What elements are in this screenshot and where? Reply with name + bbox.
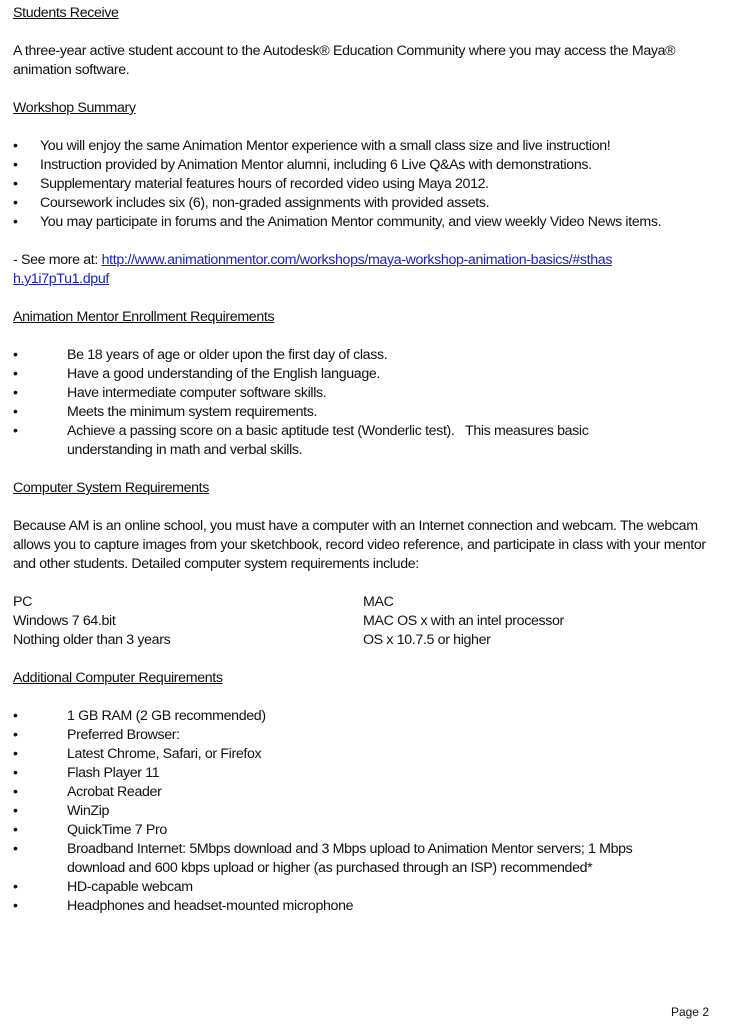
bullet-icon: • xyxy=(13,423,18,439)
system-body: Because AM is an online school, you must have a computer with an Internet connection and webcam. The webcam allows you to capture images from your sketchbook, record video reference, and participate in class with your mentor and other students. Detailed computer system requirements include: xyxy=(13,518,706,572)
bullet-icon: • xyxy=(13,138,18,154)
list-item xyxy=(13,726,693,745)
mac-version: OS x 10.7.5 or higher xyxy=(363,632,491,648)
bullet-icon: • xyxy=(13,176,18,192)
pc-os: Windows 7 64.bit xyxy=(13,613,116,629)
bullet-icon: • xyxy=(13,385,18,401)
list-item-text: Instruction provided by Animation Mentor alumni, including 6 Live Q&As with demonstrations. xyxy=(40,157,592,173)
bullet-icon: • xyxy=(13,347,18,363)
list-item xyxy=(13,137,713,156)
list-item-text: Broadband Internet: 5Mbps download and 3 Mbps upload to Animation Mentor servers; 1 Mbps download and 600 kbps upload or higher (as purchased through an ISP) recommended* xyxy=(67,841,633,876)
list-item xyxy=(13,365,653,384)
bullet-icon: • xyxy=(13,841,18,857)
list-item xyxy=(13,422,653,460)
list-item-text: Supplementary material features hours of recorded video using Maya 2012. xyxy=(40,176,489,192)
list-item-text: Achieve a passing score on a basic aptitude test (Wonderlic test). This measures basic understanding in math and verbal skills. xyxy=(67,423,593,458)
bullet-icon: • xyxy=(13,765,18,781)
heading-computer-system: Computer System Requirements xyxy=(13,480,209,496)
list-item-text: QuickTime 7 Pro xyxy=(67,822,167,838)
bullet-icon: • xyxy=(13,708,18,724)
list-item xyxy=(13,745,693,764)
list-item xyxy=(13,783,693,802)
list-item xyxy=(13,707,693,726)
list-item-text: Be 18 years of age or older upon the first day of class. xyxy=(67,347,388,363)
bullet-icon: • xyxy=(13,879,18,895)
list-item xyxy=(13,821,693,840)
list-item xyxy=(13,194,713,213)
list-item-text: HD-capable webcam xyxy=(67,879,193,895)
platform-requirements xyxy=(13,593,713,650)
list-item-text: Flash Player 11 xyxy=(67,765,160,781)
workshop-summary-list xyxy=(13,137,713,232)
bullet-icon: • xyxy=(13,803,18,819)
list-item xyxy=(13,156,713,175)
enrollment-list xyxy=(13,346,653,460)
list-item xyxy=(13,213,713,232)
see-more-link[interactable]: http://www.animationmentor.com/workshops/maya-workshop-animation-basics/#sthash.y1i7pTu1.dpuf xyxy=(13,252,613,287)
see-more-prefix: - See more at: xyxy=(13,252,102,268)
see-more xyxy=(13,251,613,289)
list-item-text: 1 GB RAM (2 GB recommended) xyxy=(67,708,266,724)
bullet-icon: • xyxy=(13,404,18,420)
list-item-text: Acrobat Reader xyxy=(67,784,162,800)
mac-os: MAC OS x with an intel processor xyxy=(363,613,564,629)
list-item-text: Meets the minimum system requirements. xyxy=(67,404,318,420)
bullet-icon: • xyxy=(13,727,18,743)
list-item xyxy=(13,403,653,422)
heading-enrollment: Animation Mentor Enrollment Requirements xyxy=(13,309,275,325)
list-item xyxy=(13,878,693,897)
page-number: Page 2 xyxy=(670,1005,709,1019)
list-item-text: WinZip xyxy=(67,803,110,819)
bullet-icon: • xyxy=(13,157,18,173)
pc-title: PC xyxy=(13,594,33,610)
bullet-icon: • xyxy=(13,214,18,230)
list-item xyxy=(13,175,713,194)
list-item xyxy=(13,764,693,783)
pc-column xyxy=(13,593,363,650)
list-item xyxy=(13,346,653,365)
list-item xyxy=(13,802,693,821)
bullet-icon: • xyxy=(13,784,18,800)
mac-title: MAC xyxy=(363,594,394,610)
bullet-icon: • xyxy=(13,366,18,382)
list-item-text: Have a good understanding of the English language. xyxy=(67,366,381,382)
bullet-icon: • xyxy=(13,746,18,762)
mac-column xyxy=(363,593,713,650)
heading-students-receive: Students Receive xyxy=(13,5,119,21)
bullet-icon: • xyxy=(13,898,18,914)
bullet-icon: • xyxy=(13,822,18,838)
list-item xyxy=(13,897,693,916)
list-item-text: Headphones and headset-mounted microphone xyxy=(67,898,354,914)
list-item-text: Coursework includes six (6), non-graded assignments with provided assets. xyxy=(40,195,490,211)
heading-workshop-summary: Workshop Summary xyxy=(13,100,136,116)
heading-additional: Additional Computer Requirements xyxy=(13,670,223,686)
list-item-text: Have intermediate computer software skills. xyxy=(67,385,327,401)
document-page xyxy=(13,0,713,916)
additional-list xyxy=(13,707,693,916)
pc-age: Nothing older than 3 years xyxy=(13,632,171,648)
list-item xyxy=(13,384,653,403)
list-item-text: Preferred Browser: xyxy=(67,727,180,743)
students-receive-body: A three-year active student account to the Autodesk® Education Community where you may access the Maya® animation software. xyxy=(13,43,676,78)
list-item-text: You will enjoy the same Animation Mentor experience with a small class size and live instruction! xyxy=(40,138,611,154)
list-item xyxy=(13,840,693,878)
bullet-icon: • xyxy=(13,195,18,211)
list-item-text: You may participate in forums and the Animation Mentor community, and view weekly Video News items. xyxy=(40,214,662,230)
list-item-text: Latest Chrome, Safari, or Firefox xyxy=(67,746,262,762)
